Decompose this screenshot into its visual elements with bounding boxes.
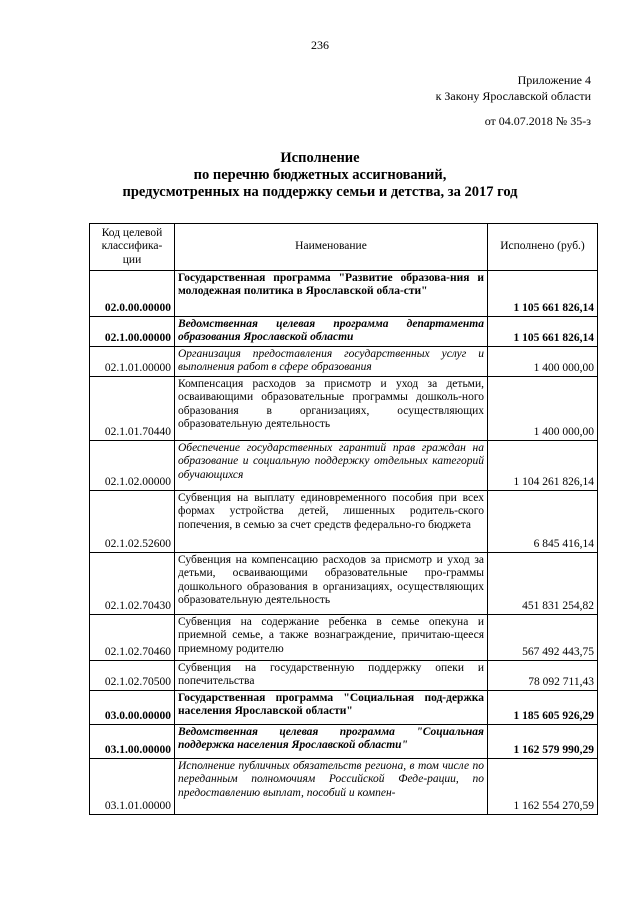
table-row [90, 615, 598, 661]
appendix-law-reference: к Закону Ярославской области [435, 89, 591, 103]
table-row [90, 661, 598, 691]
table-row [90, 725, 598, 759]
row-code: 02.1.02.70500 [90, 661, 175, 691]
row-name: Субвенция на компенсацию расходов за присмотр и уход за детьми, осваивающими образовательные про-граммы дошкольного образования в организациях, осуществляющих образовательную деятельность [175, 553, 488, 615]
row-code: 02.1.00.00000 [90, 317, 175, 347]
row-amount: 78 092 711,43 [488, 661, 598, 691]
table-row [90, 377, 598, 441]
table-row [90, 347, 598, 377]
row-name: Ведомственная целевая программа департамента образования Ярославской области [175, 317, 488, 347]
appendix-label: Приложение 4 [517, 73, 591, 87]
row-amount: 1 104 261 826,14 [488, 441, 598, 491]
row-name: Обеспечение государственных гарантий прав граждан на образование и социальную поддержку отдельных категорий обучающихся [175, 441, 488, 491]
row-amount: 567 492 443,75 [488, 615, 598, 661]
row-code: 03.0.00.00000 [90, 691, 175, 725]
row-amount: 1 105 661 826,14 [488, 271, 598, 317]
row-name: Компенсация расходов за присмотр и уход за детьми, осваивающими образовательные программы дошколь-ного образования в организациях, осуществляющих образовательную деятельность [175, 377, 488, 441]
row-code: 02.1.01.00000 [90, 347, 175, 377]
header-name: Наименование [175, 224, 488, 271]
title-line-2: по перечню бюджетных ассигнований, [193, 167, 447, 183]
row-name: Ведомственная целевая программа "Социальная поддержка населения Ярославской области" [175, 725, 488, 759]
row-amount: 1 162 579 990,29 [488, 725, 598, 759]
table-row [90, 317, 598, 347]
row-name: Субвенция на содержание ребенка в семье опекуна и приемной семье, а также вознаграждение, причитаю-щееся приемному родителю [175, 615, 488, 661]
row-amount: 451 831 254,82 [488, 553, 598, 615]
table-row [90, 691, 598, 725]
row-code: 02.1.01.70440 [90, 377, 175, 441]
row-code: 02.0.00.00000 [90, 271, 175, 317]
title-line-3: предусмотренных на поддержку семьи и детства, за 2017 год [122, 184, 518, 200]
row-amount: 1 185 605 926,29 [488, 691, 598, 725]
table-row [90, 441, 598, 491]
row-name: Исполнение публичных обязательств региона, в том числе по переданным полномочиям Российской Феде-рации, по предоставлению выплат, пособий и компен- [175, 759, 488, 815]
appendix-law-date: от 04.07.2018 № 35-з [484, 114, 591, 128]
row-code: 02.1.02.52600 [90, 491, 175, 553]
table-row [90, 491, 598, 553]
document-title [0, 150, 640, 201]
row-name: Субвенция на выплату единовременного пособия при всех формах устройства детей, лишенных родитель-ского попечения, в семью за счет средств федерально-го бюджета [175, 491, 488, 553]
title-line-1: Исполнение [280, 150, 360, 166]
table-row [90, 271, 598, 317]
row-code: 02.1.02.70430 [90, 553, 175, 615]
table-row [90, 759, 598, 815]
header-amount: Исполнено (руб.) [488, 224, 598, 271]
row-code: 03.1.00.00000 [90, 725, 175, 759]
row-amount: 1 400 000,00 [488, 347, 598, 377]
row-code: 02.1.02.70460 [90, 615, 175, 661]
row-code: 03.1.01.00000 [90, 759, 175, 815]
row-name: Государственная программа "Развитие образова-ния и молодежная политика в Ярославской обла-сти" [175, 271, 488, 317]
table-header-row [90, 224, 598, 271]
header-code: Код целевой классифика-ции [90, 224, 175, 271]
row-amount: 6 845 416,14 [488, 491, 598, 553]
page-number: 236 [311, 38, 329, 52]
table-row [90, 553, 598, 615]
budget-table [89, 223, 598, 815]
row-name: Организация предоставления государственных услуг и выполнения работ в сфере образования [175, 347, 488, 377]
row-code: 02.1.02.00000 [90, 441, 175, 491]
row-amount: 1 400 000,00 [488, 377, 598, 441]
row-amount: 1 105 661 826,14 [488, 317, 598, 347]
row-name: Субвенция на государственную поддержку опеки и попечительства [175, 661, 488, 691]
row-amount: 1 162 554 270,59 [488, 759, 598, 815]
row-name: Государственная программа "Социальная под-держка населения Ярославской области" [175, 691, 488, 725]
